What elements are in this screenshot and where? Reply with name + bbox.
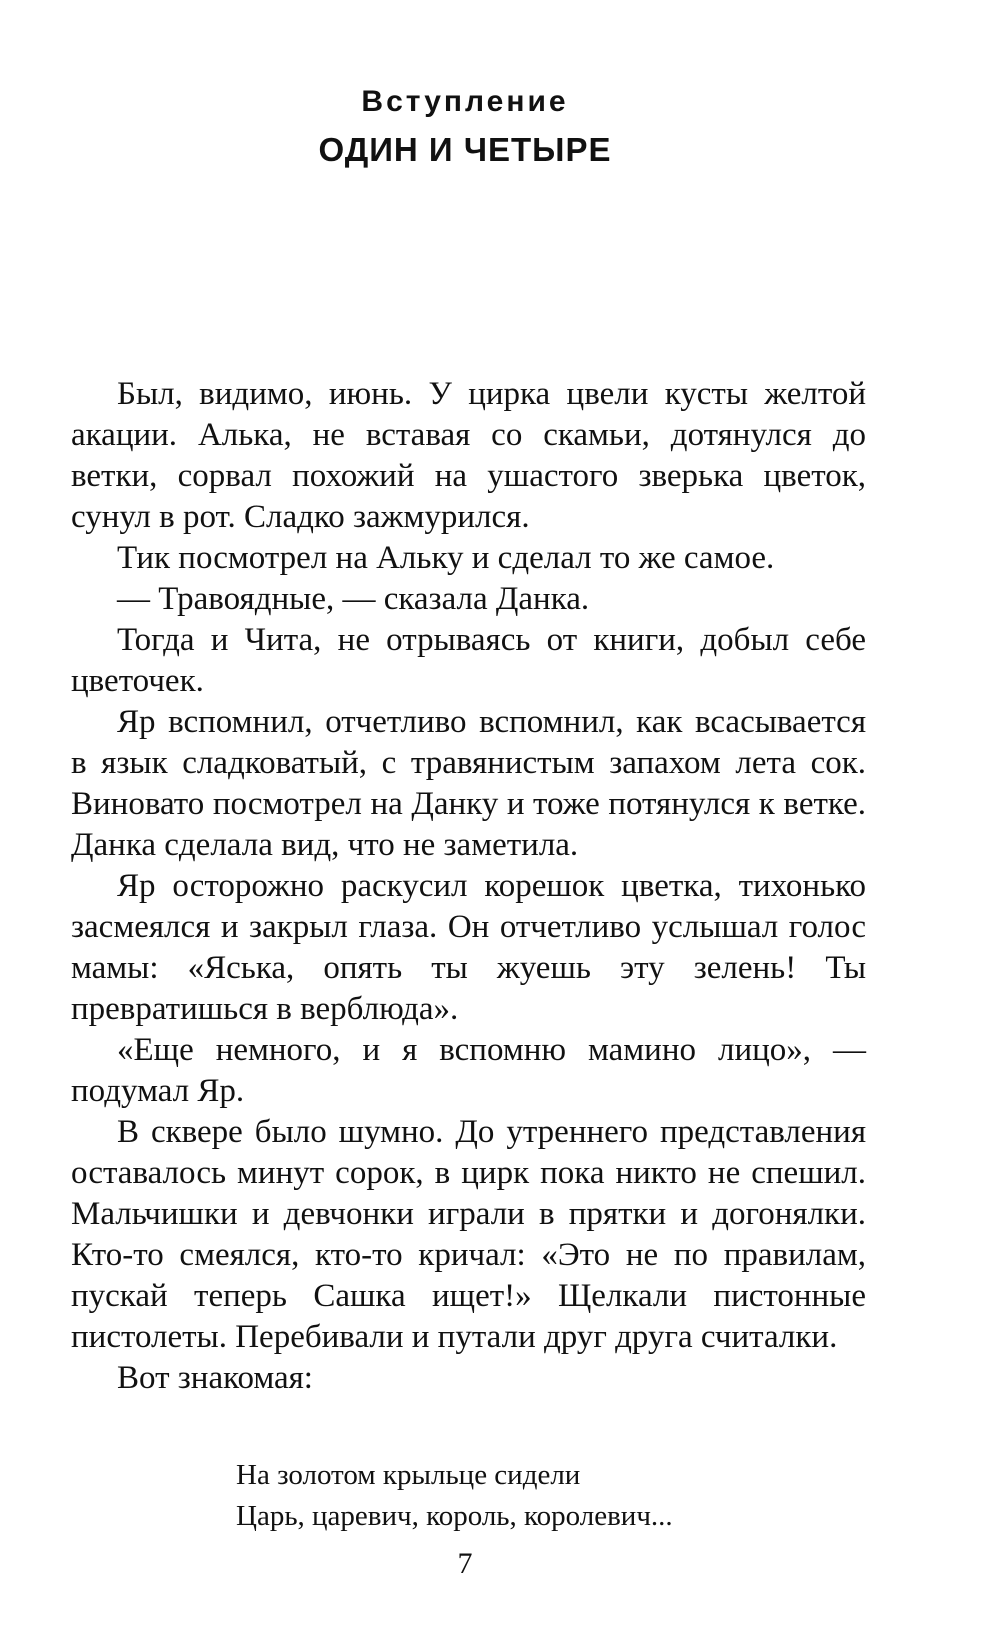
paragraph: — Травоядные, — сказала Данка. — [117, 581, 590, 617]
verse-quote — [236, 1455, 673, 1537]
paragraph: Был, видимо, июнь. У цирка цвели кусты желтой акации. Алька, не вставая со скамьи, дотянулся до ветки, сорвал похожий на ушастого зверька цветок, сунул в рот. Сладко зажмурился. — [71, 376, 866, 535]
body-text — [71, 374, 866, 1399]
chapter-title: ОДИН И ЧЕТЫРЕ — [318, 131, 612, 168]
paragraph: «Еще немного, и я вспомню мамино лицо», — подумал Яр. — [71, 1032, 866, 1109]
paragraph: В сквере было шумно. До утреннего представления оставалось минут сорок, в цирк пока никто не спешил. Мальчишки и девчонки играли в прятки и догонялки. Кто-то смеялся, кто-то кричал: «Это не по правилам, пускай теперь Сашка ищет!» Щелкали пистонные пистолеты. Перебивали и путали друг друга считалки. — [71, 1114, 866, 1355]
chapter-heading — [0, 80, 930, 174]
verse-line: На золотом крыльце сидели — [236, 1459, 581, 1491]
paragraph: Тик посмотрел на Альку и сделал то же самое. — [117, 540, 775, 576]
chapter-subtitle: Вступление — [361, 85, 569, 118]
paragraph: Яр осторожно раскусил корешок цветка, тихонько засмеялся и закрыл глаза. Он отчетливо услышал голос мамы: «Яська, опять ты жуешь эту зелень! Ты превратишься в верблюда». — [71, 868, 866, 1027]
paragraph: Яр вспомнил, отчетливо вспомнил, как всасывается в язык сладковатый, с травянистым запахом лета сок. Виновато посмотрел на Данку и тоже потянулся к ветке. Данка сделала вид, что не заметила. — [71, 704, 866, 863]
page-number: 7 — [457, 1547, 473, 1580]
paragraph: Вот знакомая: — [117, 1360, 313, 1396]
paragraph: Тогда и Чита, не отрываясь от книги, добыл себе цветочек. — [71, 622, 866, 699]
verse-line: Царь, царевич, король, королевич... — [236, 1500, 673, 1532]
